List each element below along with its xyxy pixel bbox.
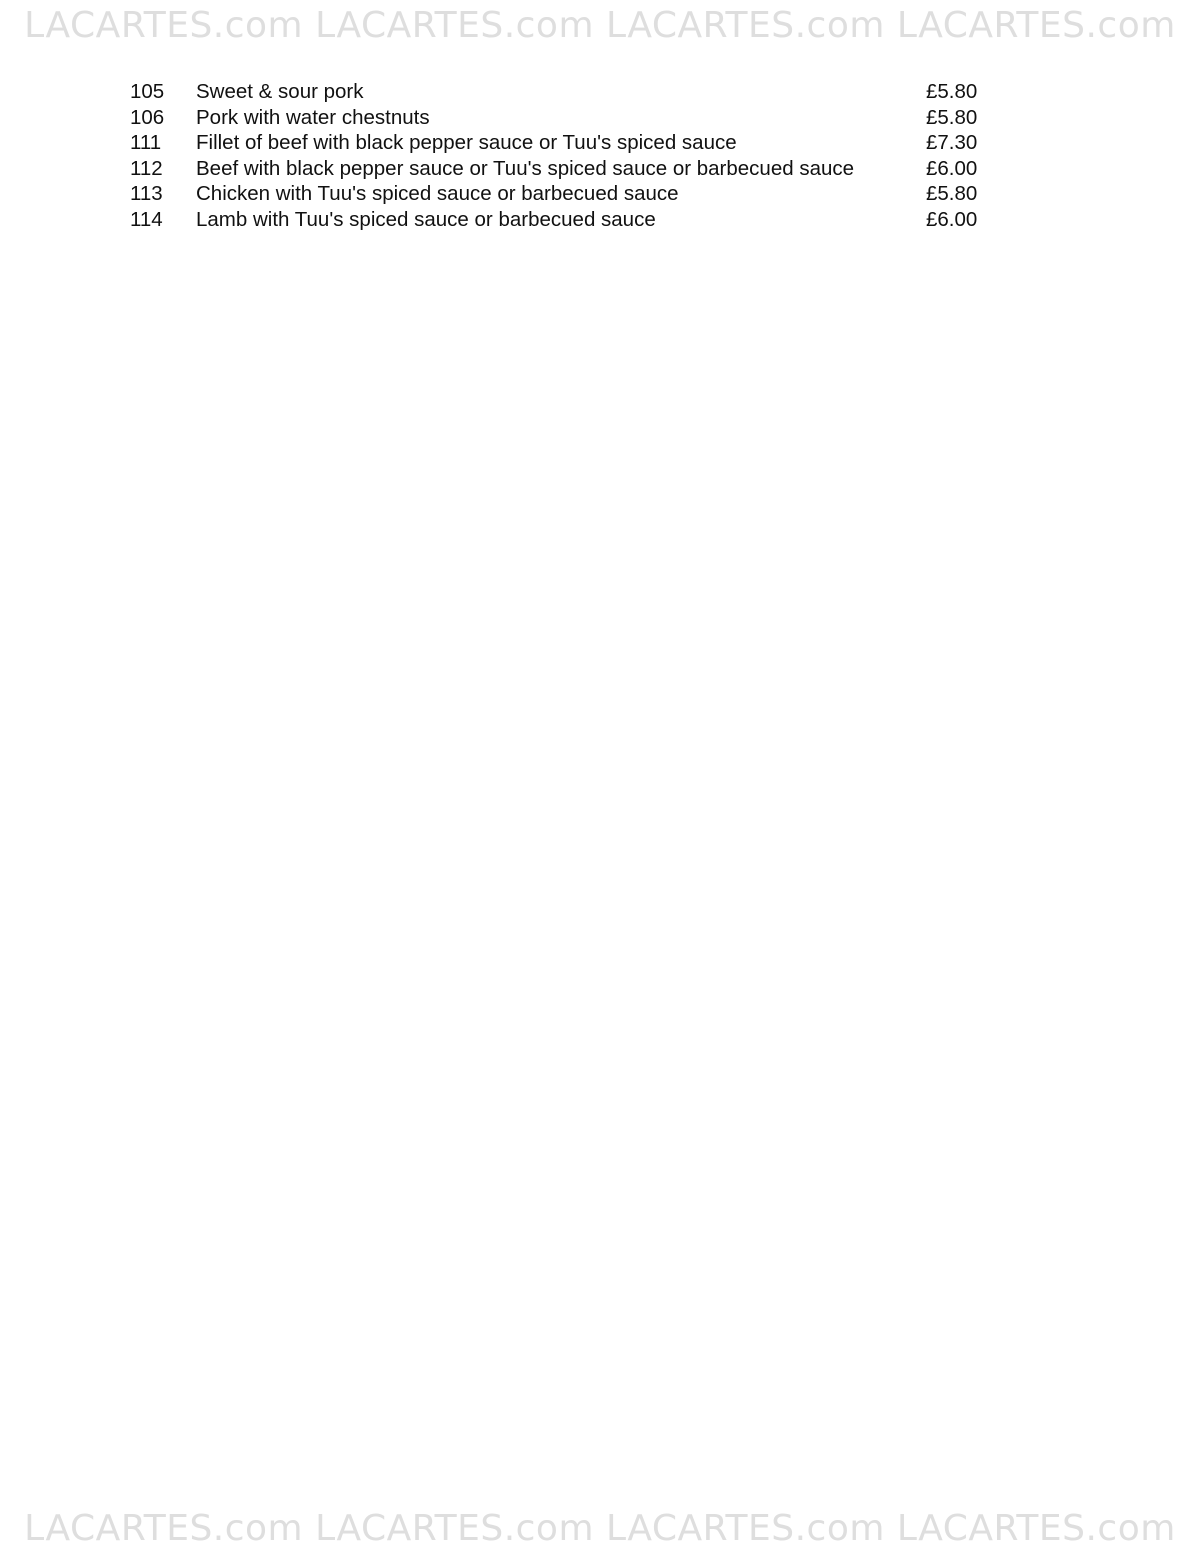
item-name: Lamb with Tuu's spiced sauce or barbecued sauce — [196, 207, 656, 231]
menu-item — [130, 105, 990, 131]
item-price: £5.80 — [926, 182, 978, 205]
menu-list — [130, 79, 990, 232]
watermark-top: LACARTES.com LACARTES.com LACARTES.com LACARTES.com — [24, 5, 1176, 46]
menu-item — [130, 130, 990, 156]
item-price: £6.00 — [926, 156, 978, 180]
item-name: Beef with black pepper sauce or Tuu's spiced sauce or barbecued sauce — [196, 156, 855, 180]
item-price: £6.00 — [926, 207, 978, 231]
item-number: 112 — [130, 156, 163, 180]
menu-item — [130, 181, 990, 207]
watermark-bottom: LACARTES.com LACARTES.com LACARTES.com LACARTES.com — [24, 1508, 1176, 1549]
item-name: Fillet of beef with black pepper sauce or Tuu's spiced sauce — [196, 131, 737, 154]
menu-item — [130, 207, 990, 233]
menu-item — [130, 156, 990, 182]
menu-item — [130, 79, 990, 105]
item-price: £7.30 — [926, 131, 978, 154]
item-number: 105 — [130, 80, 165, 103]
item-price: £5.80 — [926, 80, 978, 103]
item-price: £5.80 — [926, 105, 978, 129]
item-name: Pork with water chestnuts — [196, 105, 430, 129]
item-number: 113 — [130, 182, 163, 205]
item-name: Chicken with Tuu's spiced sauce or barbecued sauce — [196, 182, 679, 205]
item-name: Sweet & sour pork — [196, 80, 364, 103]
item-number: 106 — [130, 105, 165, 129]
item-number: 111 — [130, 131, 162, 154]
item-number: 114 — [130, 207, 163, 231]
